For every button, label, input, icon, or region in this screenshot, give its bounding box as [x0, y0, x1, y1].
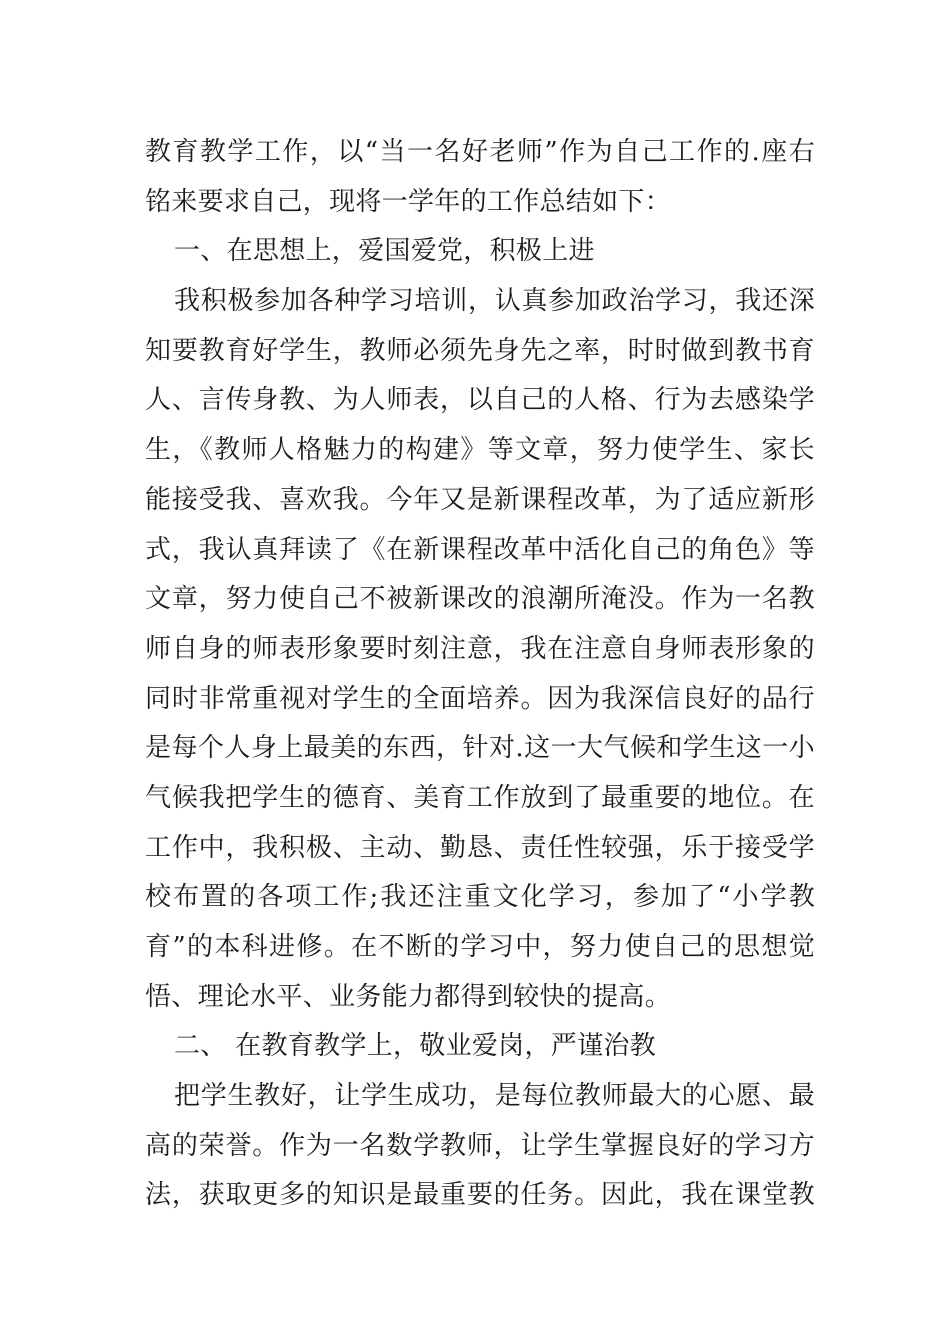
text-line: 铭来要求自己，现将一学年的工作总结如下： [145, 186, 672, 217]
text-line: 师自身的师表形象要时刻注意，我在注意自身师表形象的 [145, 633, 815, 664]
text-line: 是每个人身上最美的东西，针对.这一大气候和学生这一小 [145, 733, 815, 764]
text-line: 人、言传身教、为人师表，以自己的人格、行为去感染学 [145, 385, 815, 416]
text-line: 教育教学工作，以“当一名好老师”作为自己工作的.座右 [145, 137, 815, 167]
text-line: 文章，努力使自己不被新课改的浪潮所淹没。作为一名教 [145, 584, 815, 615]
text-line: 校布置的各项工作;我还注重文化学习，参加了“小学教 [145, 882, 815, 913]
text-line: 能接受我、喜欢我。今年又是新课程改革，为了适应新形 [145, 484, 815, 515]
section-heading: 一、在思想上，爱国爱党，积极上进 [174, 236, 595, 267]
text-line: 同时非常重视对学生的全面培养。因为我深信良好的品行 [145, 683, 815, 714]
section-heading: 二、 在教育教学上，敬业爱岗，严谨治教 [174, 1031, 656, 1062]
text-line: 知要教育好学生，教师必须先身先之率，时时做到教书育 [145, 335, 815, 366]
text-line: 式，我认真拜读了《在新课程改革中活化自己的角色》等 [145, 534, 815, 565]
document-body [145, 128, 815, 1221]
text-line: 法，获取更多的知识是最重要的任务。因此，我在课堂教 [145, 1180, 815, 1211]
text-line: 高的荣誉。作为一名数学教师，让学生掌握良好的学习方 [145, 1130, 815, 1161]
text-line: 工作中，我积极、主动、勤恳、责任性较强，乐于接受学 [145, 832, 815, 863]
text-line: 悟、理论水平、业务能力都得到较快的提高。 [145, 981, 672, 1012]
text-line: 育”的本科进修。在不断的学习中，努力使自己的思想觉 [145, 932, 815, 962]
text-line: 气候我把学生的德育、美育工作放到了最重要的地位。在 [145, 782, 815, 813]
text-line: 把学生教好，让学生成功，是每位教师最大的心愿、最 [174, 1081, 815, 1112]
text-line: 生，《教师人格魅力的构建》等文章，努力使学生、家长 [145, 435, 815, 466]
text-line: 我积极参加各种学习培训，认真参加政治学习，我还深 [174, 286, 815, 317]
